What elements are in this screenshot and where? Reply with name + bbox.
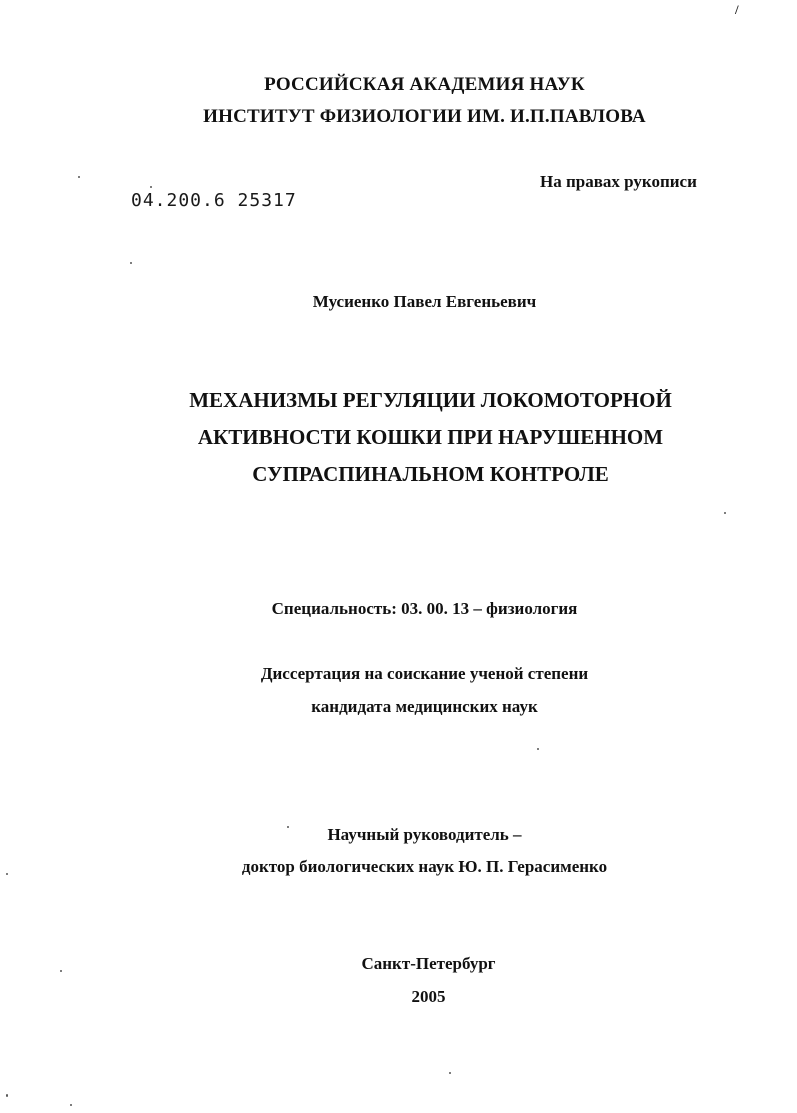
scan-speck: [537, 748, 539, 750]
scan-speck: [150, 186, 152, 188]
author-name: Мусиенко Павел Евгеньевич: [312, 292, 537, 311]
scan-speck: [70, 1104, 72, 1106]
thesis-title-line-2: АКТИВНОСТИ КОШКИ ПРИ НАРУШЕННОМ: [197, 425, 664, 449]
institute-name: ИНСТИТУТ ФИЗИОЛОГИИ ИМ. И.П.ПАВЛОВА: [203, 106, 646, 127]
scan-speck: [449, 1072, 451, 1074]
scan-speck: [6, 873, 8, 875]
rights-note: На правах рукописи: [540, 172, 697, 191]
thesis-title-line-1: МЕХАНИЗМЫ РЕГУЛЯЦИИ ЛОКОМОТОРНОЙ: [189, 388, 672, 412]
dissertation-line-2: кандидата медицинских наук: [311, 697, 538, 716]
scan-speck: [287, 826, 289, 828]
year: 2005: [411, 987, 446, 1006]
scan-speck: [60, 970, 62, 972]
scan-speck: [130, 262, 132, 264]
city: Санкт-Петербург: [361, 954, 496, 973]
scan-speck: [78, 176, 80, 178]
scan-speck: [724, 512, 726, 514]
thesis-title-line-3: СУПРАСПИНАЛЬНОМ КОНТРОЛЕ: [252, 462, 609, 486]
academy-name: РОССИЙСКАЯ АКАДЕМИЯ НАУК: [264, 74, 585, 95]
dissertation-line-1: Диссертация на соискание ученой степени: [260, 664, 589, 683]
supervisor-name: доктор биологических наук Ю. П. Герасименко: [241, 857, 608, 876]
scan-speck: [6, 1094, 8, 1097]
supervisor-label: Научный руководитель –: [327, 825, 522, 844]
specialty: Специальность: 03. 00. 13 – физиология: [271, 599, 578, 618]
corner-mark: /: [735, 2, 739, 17]
library-stamp: 04.200.6 25317: [131, 190, 297, 211]
